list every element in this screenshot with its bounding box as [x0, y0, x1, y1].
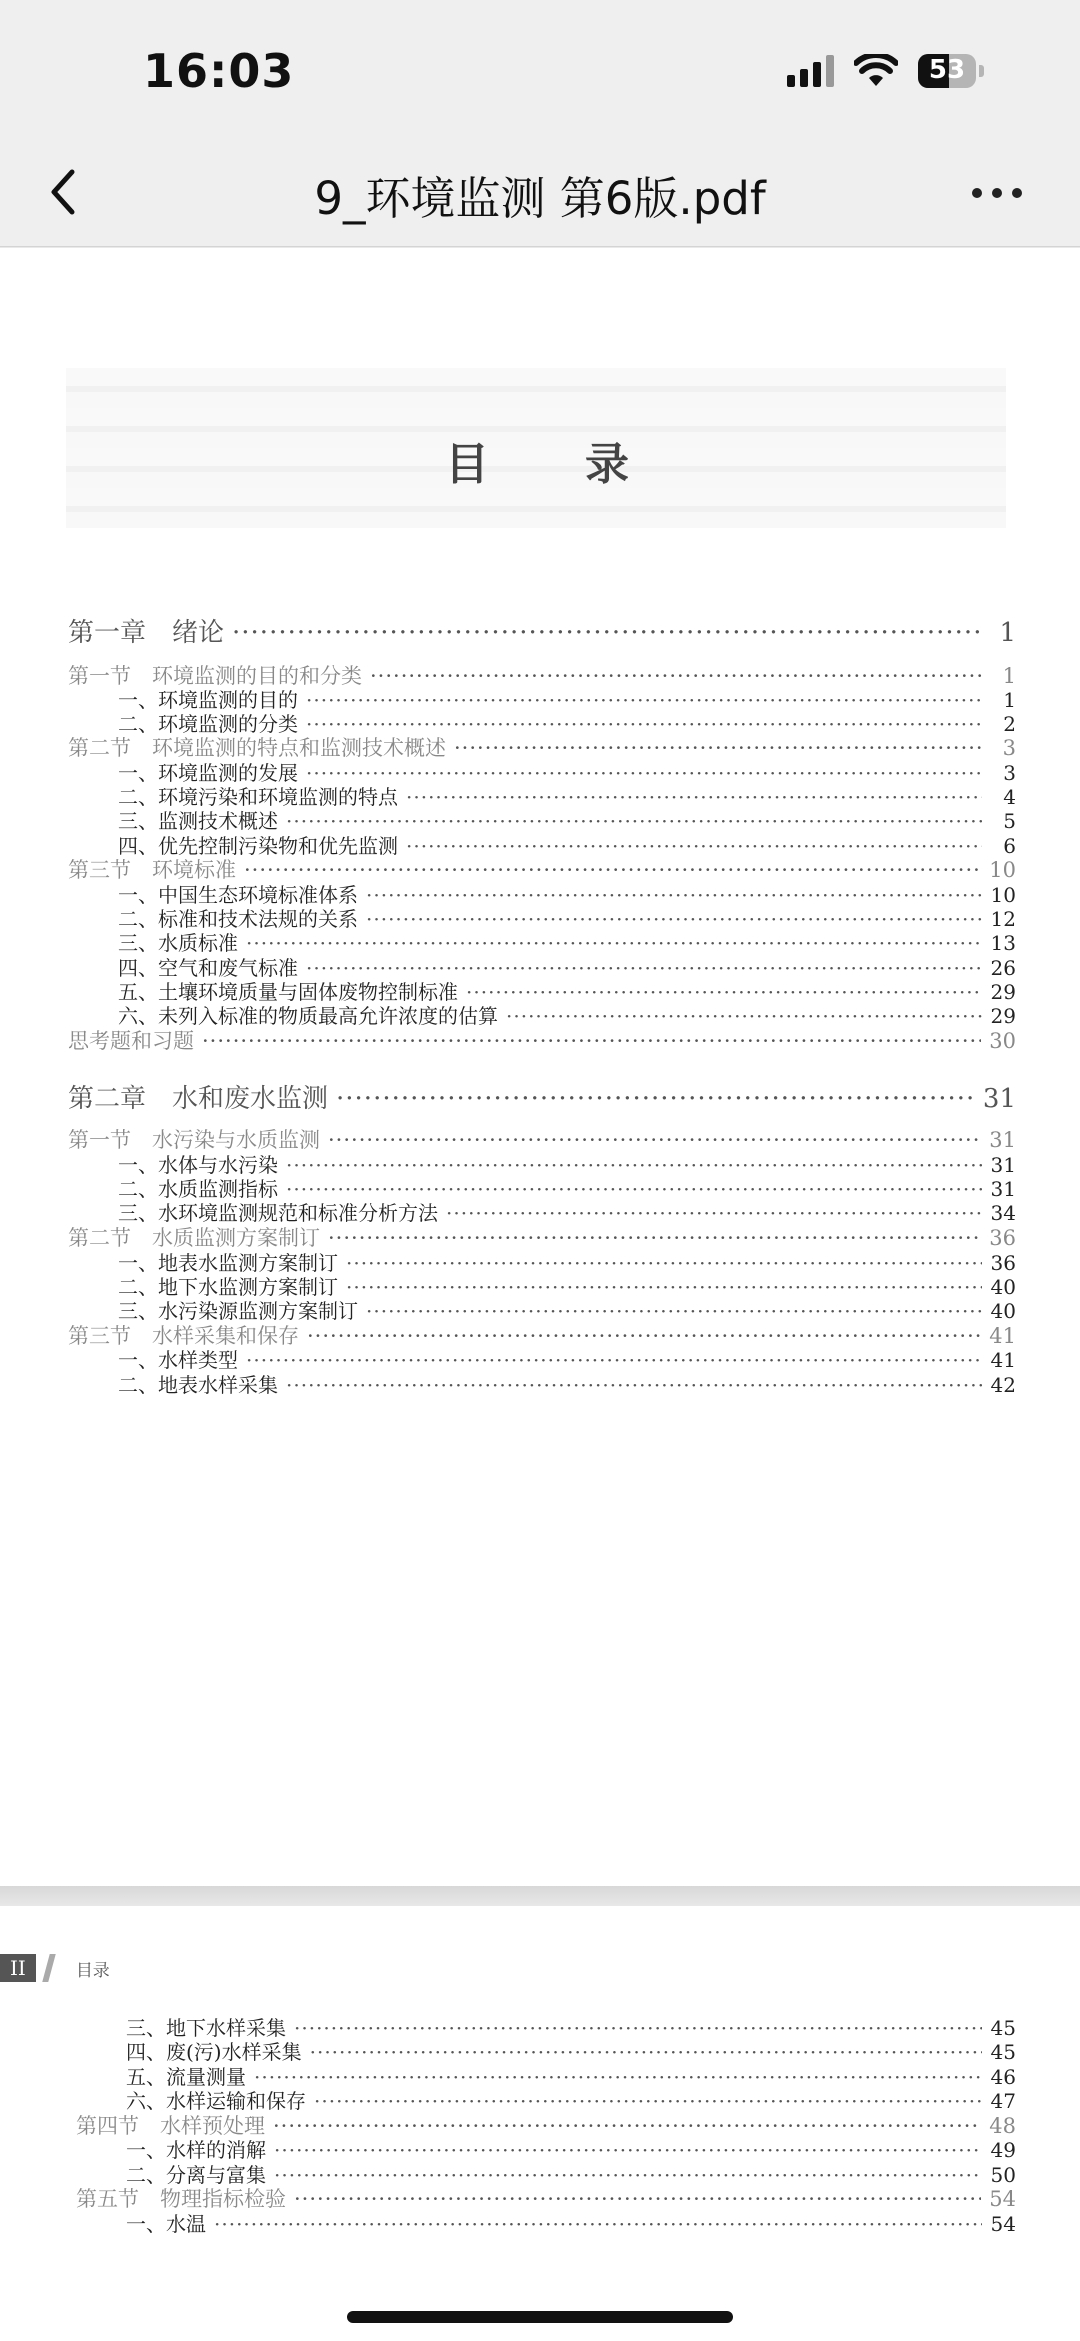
toc-entry-title: 第二节 水质监测方案制订: [68, 1226, 320, 1250]
toc-entry-title: 第一章 绪论: [68, 618, 225, 648]
toc-entry-title: 第二章 水和废水监测: [68, 1084, 329, 1114]
toc-page-number: 2: [1003, 712, 1016, 736]
toc-page-number: 1: [1003, 688, 1016, 712]
toc-page-number: 29: [990, 980, 1016, 1004]
toc-entry-title: 思考题和习题: [68, 1029, 194, 1053]
toc-page-number: 47: [990, 2089, 1016, 2113]
toc-entry-title: 三、水污染源监测方案制订: [118, 1299, 358, 1323]
toc-entry-title: 一、水样类型: [118, 1348, 238, 1372]
toc-item-row[interactable]: [118, 1369, 1016, 1398]
running-header-label: 目录: [75, 1960, 110, 1981]
status-time: 16:03: [143, 44, 295, 98]
toc-entry-title: 第三节 环境标准: [68, 858, 236, 882]
toc-leader-dots: [286, 1373, 982, 1397]
more-options-icon[interactable]: [972, 178, 1032, 208]
toc-page-number: 10: [989, 858, 1016, 882]
toc-page-number: 31: [990, 1153, 1016, 1177]
toc-entry-title: 五、土壤环境质量与固体废物控制标准: [118, 980, 458, 1004]
toc-page-number: 26: [990, 956, 1016, 980]
cellular-signal-icon: [787, 55, 834, 87]
toc-entry-title: 二、地下水监测方案制订: [118, 1275, 338, 1299]
toc-entry-title: 二、标准和技术法规的关系: [118, 907, 358, 931]
toc-entry-title: 五、流量测量: [126, 2065, 246, 2089]
toc-page-number: 54: [989, 2187, 1016, 2211]
toc-page-number: 46: [990, 2065, 1016, 2089]
toc-entry-title: 三、地下水样采集: [126, 2016, 286, 2040]
toc-entry-title: 四、空气和废气标准: [118, 956, 298, 980]
toc-entry-title: 一、环境监测的目的: [118, 688, 298, 712]
pdf-page-2[interactable]: [0, 1906, 1080, 2341]
toc-page-number: 40: [990, 1275, 1016, 1299]
toc-entry-title: 三、水质标准: [118, 931, 238, 955]
page-roman-number: II: [0, 1954, 36, 1982]
toc-heading: 目 录: [445, 439, 635, 490]
toc-leader-dots: [336, 1084, 975, 1114]
toc-page-number: 49: [990, 2138, 1016, 2162]
wifi-icon: [854, 54, 898, 88]
toc-page-number: 45: [990, 2016, 1016, 2040]
toc-page-number: 41: [989, 1324, 1016, 1348]
toc-entry-title: 第四节 水样预处理: [76, 2114, 265, 2138]
toc-page-number: 41: [990, 1348, 1016, 1372]
toc-entry-title: 第五节 物理指标检验: [76, 2187, 286, 2211]
toc-chapter-row[interactable]: [68, 612, 1016, 649]
toc-page-number: 6: [1003, 834, 1016, 858]
toc-entry-title: 六、水样运输和保存: [126, 2089, 306, 2113]
page-separator: [0, 1886, 1080, 1906]
toc-page-number: 4: [1003, 785, 1016, 809]
toc-page-number: 34: [990, 1201, 1016, 1225]
nav-header: [0, 140, 1080, 247]
toc-entry-title: 二、环境污染和环境监测的特点: [118, 785, 398, 809]
toc-page-number: 5: [1003, 809, 1016, 833]
toc-entry-title: 六、未列入标准的物质最高允许浓度的估算: [118, 1004, 498, 1028]
toc-entry-title: 一、中国生态环境标准体系: [118, 883, 358, 907]
toc-section-row[interactable]: [68, 1025, 1016, 1055]
status-icons: [787, 54, 984, 88]
toc-page-number: 50: [990, 2163, 1016, 2187]
battery-percent: 53: [928, 55, 966, 85]
toc-page-number: 36: [990, 1251, 1016, 1275]
toc-page-number: 10: [990, 883, 1016, 907]
toc-entry-title: 四、废(污)水样采集: [126, 2040, 302, 2064]
battery-icon: [918, 54, 976, 88]
toc-entry-title: 三、监测技术概述: [118, 809, 278, 833]
toc-page-number: 1: [1002, 664, 1016, 688]
toc-entry-title: 三、水环境监测规范和标准分析方法: [118, 1201, 438, 1225]
toc-entry-title: 一、水温: [126, 2212, 206, 2236]
toc-entry-title: 第一节 水污染与水质监测: [68, 1128, 320, 1152]
toc-page-number: 40: [990, 1299, 1016, 1323]
back-chevron-icon[interactable]: [36, 162, 96, 222]
header-slash-decoration: [42, 1954, 56, 1982]
toc-page-number: 13: [990, 931, 1016, 955]
pdf-page-1[interactable]: [0, 248, 1080, 1886]
toc-entry-title: 二、地表水样采集: [118, 1373, 278, 1397]
toc-page-number: 30: [989, 1029, 1016, 1053]
toc-page-number: 29: [990, 1004, 1016, 1028]
toc-leader-dots: [232, 618, 982, 648]
toc-entry-title: 一、环境监测的发展: [118, 761, 298, 785]
battery-tip: [979, 65, 984, 77]
toc-page-number: 36: [989, 1226, 1016, 1250]
toc-page-number: 3: [1003, 761, 1016, 785]
running-header: [0, 1954, 110, 1982]
toc-page-number: 31: [990, 1177, 1016, 1201]
toc-page-number: 48: [989, 2114, 1016, 2138]
toc-entry-title: 一、水体与水污染: [118, 1153, 278, 1177]
document-title: 9_环境监测 第6版.pdf: [314, 172, 766, 225]
toc-leader-dots: [202, 1029, 981, 1053]
toc-entry-title: 二、环境监测的分类: [118, 712, 298, 736]
toc-entry-title: 四、优先控制污染物和优先监测: [118, 834, 398, 858]
toc-page-number: 3: [1002, 736, 1016, 760]
toc-item-row[interactable]: [126, 2208, 1016, 2237]
toc-entry-title: 第二节 环境监测的特点和监测技术概述: [68, 736, 446, 760]
toc-page-number: 1: [999, 618, 1016, 648]
toc-page-number: 42: [990, 1373, 1016, 1397]
toc-chapter-row[interactable]: [68, 1078, 1016, 1115]
status-bar: [0, 0, 1080, 140]
toc-entry-title: 二、水质监测指标: [118, 1177, 278, 1201]
toc-page-number: 31: [982, 1084, 1016, 1114]
home-indicator[interactable]: [347, 2311, 733, 2323]
toc-entry-title: 一、水样的消解: [126, 2138, 266, 2162]
toc-page-number: 12: [990, 907, 1016, 931]
toc-entry-title: 一、地表水监测方案制订: [118, 1251, 338, 1275]
toc-page-number: 45: [990, 2040, 1016, 2064]
toc-entry-title: 第三节 水样采集和保存: [68, 1324, 299, 1348]
toc-page-number: 54: [990, 2212, 1016, 2236]
toc-page-number: 31: [989, 1128, 1016, 1152]
toc-entry-title: 第一节 环境监测的目的和分类: [68, 664, 362, 688]
toc-entry-title: 二、分离与富集: [126, 2163, 266, 2187]
toc-leader-dots: [214, 2212, 982, 2236]
